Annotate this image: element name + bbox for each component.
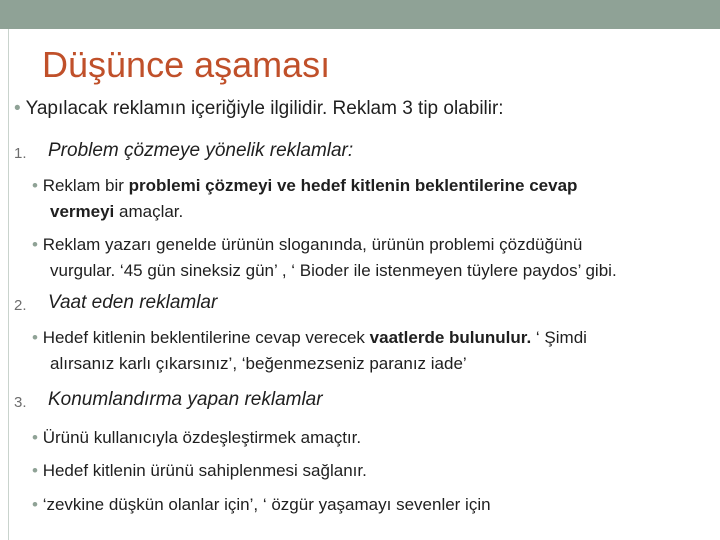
- bullet-text: Reklam bir: [42, 176, 129, 195]
- left-frame-line: [8, 29, 9, 540]
- intro-bullet: [14, 98, 504, 120]
- section-1-bullet-2: [32, 233, 582, 257]
- section-3-number: 3.: [14, 394, 27, 411]
- bullet-text: ‘zevkine düşkün olanlar için’, ‘ özgür yaşamayı sevenler için: [42, 495, 491, 514]
- bullet-icon: •: [32, 235, 38, 254]
- bullet-text: Hedef kitlenin ürünü sahiplenmesi sağlanır.: [42, 461, 367, 480]
- section-2-bullet-1: [32, 326, 587, 350]
- bullet-text: Ürünü kullanıcıyla özdeşleştirmek amaçtır.: [42, 428, 362, 447]
- section-1-number: 1.: [14, 145, 27, 162]
- section-2-bullet-1-cont: alırsanız karlı çıkarsınız’, ‘beğenmezseniz paranız iade’: [50, 354, 467, 373]
- section-1-bullet-1: [32, 174, 577, 198]
- bullet-icon: •: [14, 98, 21, 119]
- bullet-text-bold: vaatlerde bulunulur.: [369, 328, 532, 347]
- bullet-icon: •: [32, 495, 38, 514]
- section-3-bullet-1: [32, 426, 361, 450]
- bullet-text: Hedef kitlenin beklentilerine cevap verecek: [42, 328, 370, 347]
- bullet-text-bold: vermeyi: [50, 202, 115, 221]
- section-2-heading: Vaat eden reklamlar: [48, 292, 218, 313]
- intro-text: Yapılacak reklamın içeriğiyle ilgilidir. Reklam 3 tip olabilir:: [25, 98, 504, 119]
- section-3-bullet-2: [32, 459, 367, 483]
- bullet-text: ‘ Şimdi: [531, 328, 587, 347]
- section-1-bullet-1-cont: [50, 200, 183, 224]
- bullet-icon: •: [32, 428, 38, 447]
- bullet-text: Reklam yazarı genelde ürünün sloganında, ürünün problemi çözdüğünü: [42, 235, 583, 254]
- bullet-text-bold: problemi çözmeyi ve hedef kitlenin beklentilerine cevap: [128, 176, 578, 195]
- section-1-bullet-2-cont: vurgular. ‘45 gün sineksiz gün’ , ‘ Bioder ile istenmeyen tüylere paydos’ gibi.: [50, 261, 617, 280]
- section-2-number: 2.: [14, 297, 27, 314]
- bullet-text: amaçlar.: [114, 202, 184, 221]
- section-3-bullet-3: [32, 493, 491, 517]
- slide-title: Düşünce aşaması: [42, 44, 331, 85]
- bullet-icon: •: [32, 176, 38, 195]
- bullet-icon: •: [32, 461, 38, 480]
- section-3-heading: Konumlandırma yapan reklamlar: [48, 389, 323, 410]
- top-accent-bar: [0, 0, 720, 29]
- section-1-heading: Problem çözmeye yönelik reklamlar:: [48, 140, 354, 161]
- bullet-icon: •: [32, 328, 38, 347]
